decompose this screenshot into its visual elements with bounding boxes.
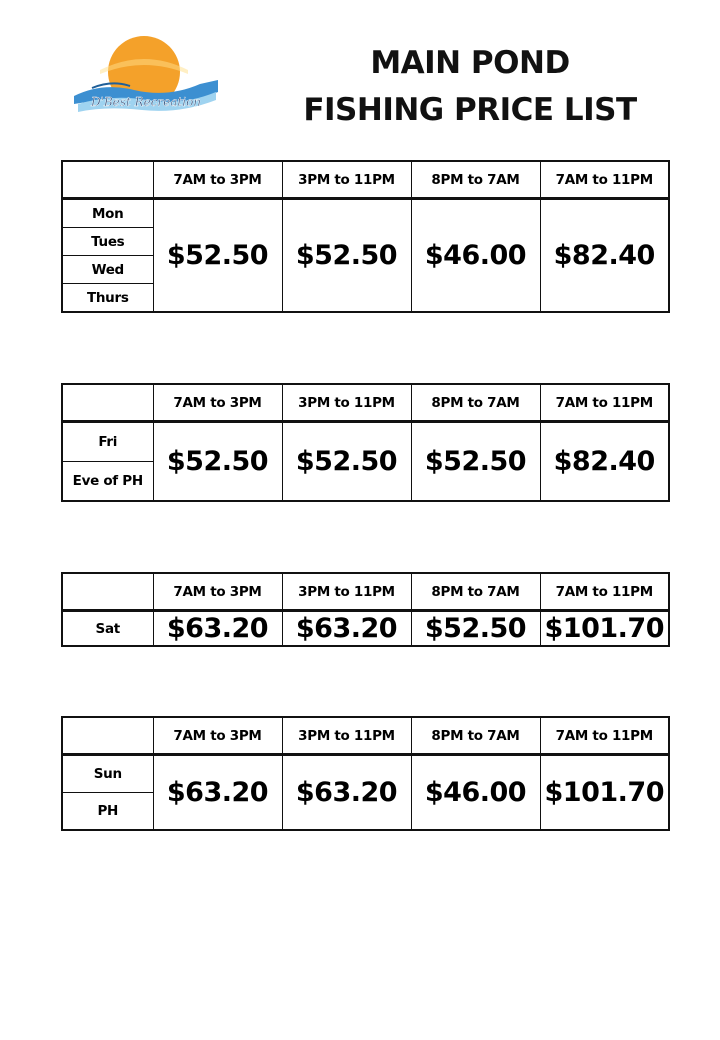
price-table-weekday [61, 160, 670, 313]
column-header: 8PM to 7AM [411, 717, 540, 755]
column-header: 8PM to 7AM [411, 161, 540, 199]
price-cell: $52.50 [282, 199, 411, 313]
day-label: Eve of PH [62, 462, 153, 502]
header-row [62, 161, 669, 199]
day-label: Sat [62, 611, 153, 647]
price-cell: $52.50 [282, 422, 411, 502]
day-label: Wed [62, 256, 153, 284]
price-cell: $101.70 [540, 611, 669, 647]
corner-cell [62, 717, 153, 755]
price-cell: $63.20 [153, 611, 282, 647]
price-cell: $101.70 [540, 755, 669, 831]
company-logo [72, 30, 220, 122]
corner-cell [62, 573, 153, 611]
day-label: Sun [62, 755, 153, 793]
price-cell: $52.50 [411, 611, 540, 647]
corner-cell [62, 384, 153, 422]
price-cell: $63.20 [153, 755, 282, 831]
column-header: 7AM to 11PM [540, 573, 669, 611]
price-cell: $52.50 [153, 422, 282, 502]
corner-cell [62, 161, 153, 199]
header-row [62, 573, 669, 611]
price-cell: $52.50 [153, 199, 282, 313]
column-header: 7AM to 11PM [540, 161, 669, 199]
column-header: 3PM to 11PM [282, 161, 411, 199]
price-cell: $82.40 [540, 199, 669, 313]
price-cell: $46.00 [411, 755, 540, 831]
table-row [62, 611, 669, 647]
day-label: Fri [62, 422, 153, 462]
column-header: 8PM to 7AM [411, 384, 540, 422]
page-title-line-2: FISHING PRICE LIST [303, 92, 637, 128]
column-header: 7AM to 11PM [540, 717, 669, 755]
price-cell: $63.20 [282, 755, 411, 831]
price-table-saturday [61, 572, 670, 647]
page-title-line-1: MAIN POND [370, 45, 570, 81]
header-row [62, 384, 669, 422]
price-cell: $52.50 [411, 422, 540, 502]
column-header: 7AM to 3PM [153, 573, 282, 611]
logo-text: D'Best Recreation [90, 95, 202, 109]
table-row [62, 755, 669, 793]
sunset-logo-icon [72, 30, 220, 122]
price-table-friday [61, 383, 670, 502]
column-header: 3PM to 11PM [282, 717, 411, 755]
price-table-sunday [61, 716, 670, 831]
day-label: Mon [62, 199, 153, 228]
column-header: 7AM to 3PM [153, 161, 282, 199]
header-row [62, 717, 669, 755]
column-header: 3PM to 11PM [282, 384, 411, 422]
column-header: 8PM to 7AM [411, 573, 540, 611]
day-label: Tues [62, 228, 153, 256]
price-cell: $63.20 [282, 611, 411, 647]
day-label: PH [62, 793, 153, 831]
price-cell: $82.40 [540, 422, 669, 502]
column-header: 7AM to 11PM [540, 384, 669, 422]
column-header: 3PM to 11PM [282, 573, 411, 611]
table-row [62, 422, 669, 462]
table-row [62, 199, 669, 228]
column-header: 7AM to 3PM [153, 384, 282, 422]
column-header: 7AM to 3PM [153, 717, 282, 755]
day-label: Thurs [62, 284, 153, 313]
price-cell: $46.00 [411, 199, 540, 313]
